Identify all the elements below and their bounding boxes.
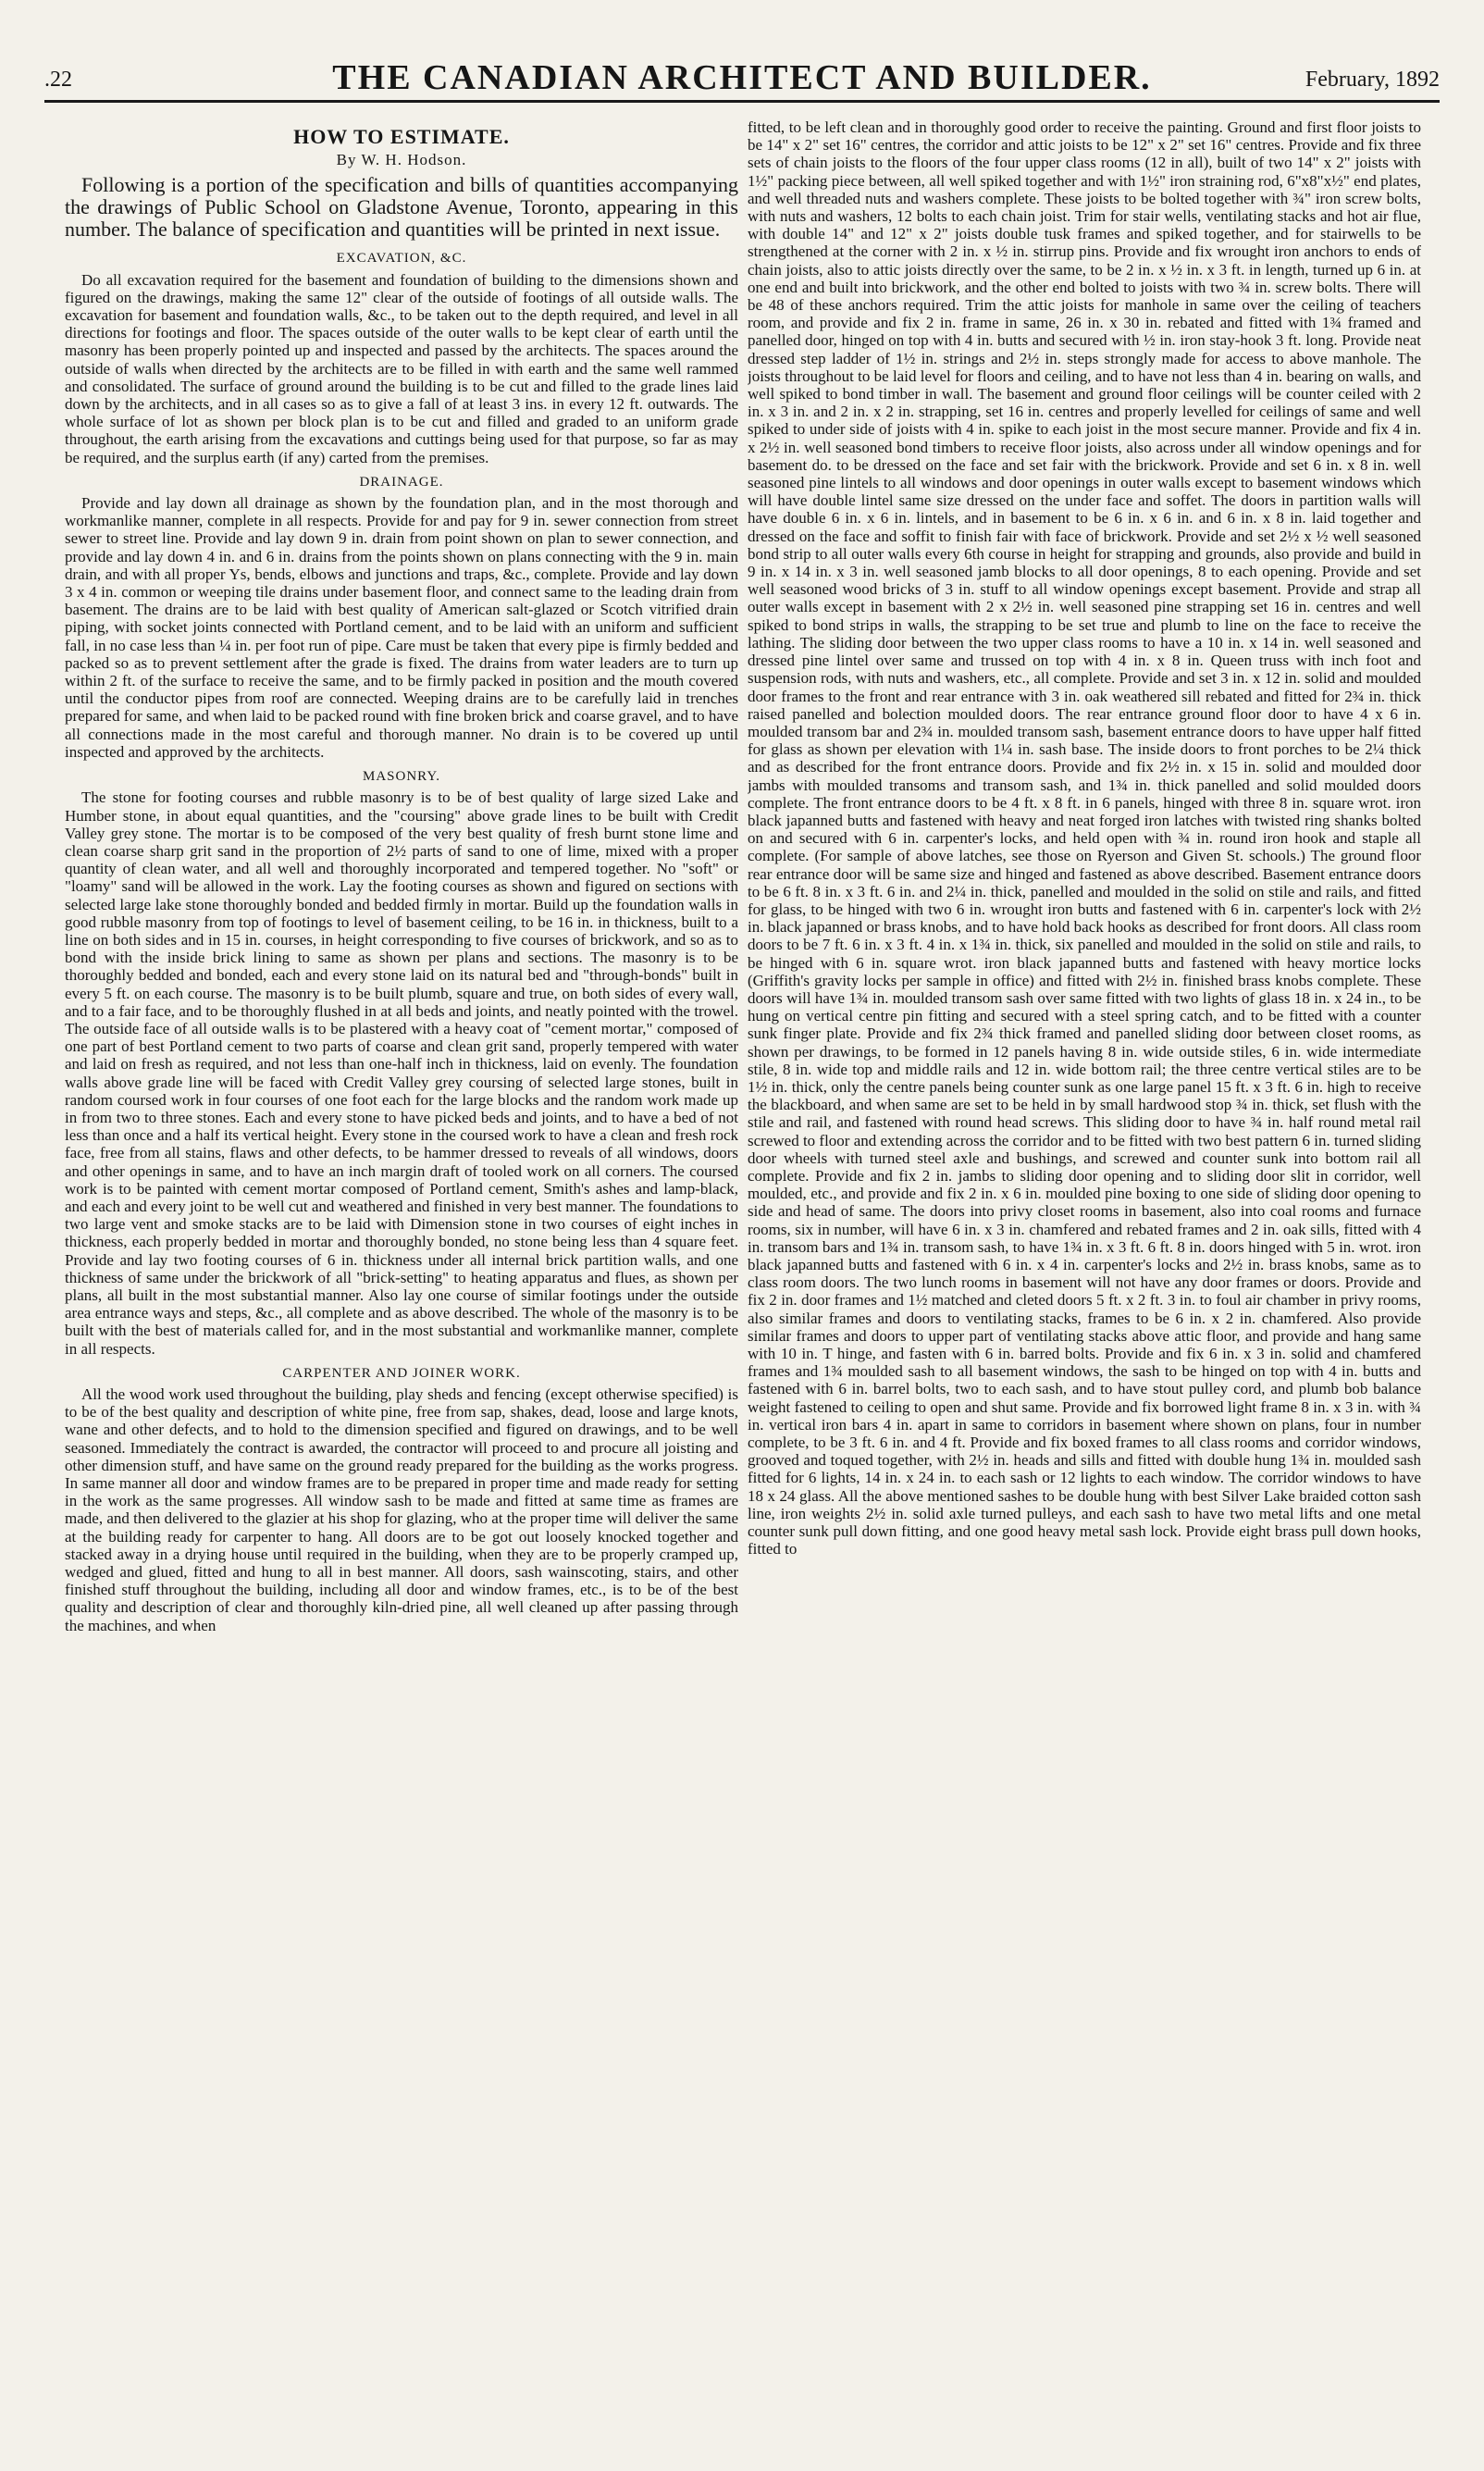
section-body-carpenter: All the wood work used throughout the building, play sheds and fencing (except otherwise specified) is to be of the best quality and description of white pine, free from sap, shakes, dead, loose and large knots, wane and other defects, and to hold to the dimension specified and figured on drawings, and to be well seasoned. Immediately the contract is awarded, the contractor will proceed to and procure all joisting and other dimension stuff, and have same on the ground ready prepared for the building as the works progress. In same manner all door and window frames are to be prepared in proper time and made ready for setting in the work as the same progresses. All window sash to be made and fitted at same time as frames are made, and then delivered to the glazier at his shop for glazing, who at the proper time will deliver the same at the building ready for carpenter to hang. All doors are to be got out loosely knocked together and stacked away in a drying house until required in the building, when they are to be properly cramped up, wedged and glued, fitted and hung to all in best manner. All doors, sash wainscoting, stairs, and other finished stuff throughout the building, including all door and window frames, etc., is to be of the best quality and description of clear and thoroughly kiln-dried pine, all well cleaned up after passing through the machines, and when (65, 1385, 738, 1634)
journal-title: THE CANADIAN ARCHITECT AND BUILDER. (332, 58, 1152, 97)
article-title: HOW TO ESTIMATE. (293, 125, 510, 148)
issue-date: February, 1892 (1305, 68, 1440, 92)
section-body-excavation: Do all excavation required for the basement and foundation of building to the dimensions shown and figured on the drawings, making the same 12" clear of the outside of footings of all outside walls. The excavation for basement and foundation walls, &c., to be taken out to the depth required, and level in all directions for footings and floor. The spaces outside of the outer walls to be kept clear of earth until the masonry has been properly pointed up and inspected and passed by the architects. The spaces around the outside of walls when directed by the architects are to be filled in with earth and the same well rammed and consolidated. The surface of ground around the building is to be cut and filled to the grade lines laid down by the architects, and in all cases so as to give a fall of at least 3 ins. in every 12 ft. outwards. The whole surface of lot as shown per block plan is to be cut and filled and graded to an uniform grade throughout, the earth arising from the excavations and cuttings being used for that purpose, so far as may be required, and the surplus earth (if any) carted from the premises. (65, 270, 738, 466)
article-intro: Following is a portion of the specification and bills of quantities accompanying the drawings of Public School on Gladstone Avenue, Toronto, appearing in this number. The balance of specification and quantities will be printed in next issue. (65, 173, 738, 242)
page-number: .22 (44, 68, 72, 92)
section-heading-excavation: EXCAVATION, &C. (336, 251, 467, 267)
section-heading-carpenter: CARPENTER AND JOINER WORK. (282, 1365, 521, 1381)
running-head (44, 52, 1440, 103)
left-column (65, 118, 738, 2441)
section-body-carpenter-continued: fitted, to be left clean and in thoroughly good order to receive the painting. Ground and first floor joists to be 14" x 2" set 16" centres, the corridor and attic joists to be 12" x 2" set 16" centres. Provide and fix three sets of chain joists to the floors of the four upper class rooms (12 in all), built of two 14" x 2" joists with 1½" packing piece between, all well spiked together and with 1½" iron straining rod, 6"x8"x½" end plates, and well threaded nuts and washers complete. These joists to be bolted together with ¾" iron screw bolts, with nuts and washers, 12 bolts to each chain joist. Trim for stair wells, ventilating stacks and hot air flue, with double 14" and 12" x 2" joists double tusk frames and spiked together, and for stairwells to be strengthened at the corner with 2 in. x ½ in. stirrup pins. Provide and fix wrought iron anchors to ends of chain joists, also to attic joists directly over the same, to be 2 in. x ½ in. x 3 ft. in length, turned up 6 in. at one end and built into brickwork, and the other end bolted to joists with two ¾ in. screw bolts. There will be 48 of these anchors required. Trim the attic joists for manhole in same over the ceiling of teachers room, and provide and fix 2 in. frame in same, 26 in. x 30 in. rebated and fitted with 1¾ framed and panelled door, hinged on top with 4 in. butts and secured with ½ in. iron stay-hook 3 ft. long. Provide neat dressed step ladder of 1½ in. strings and 2½ in. steps strongly made for access to above manhole. The joists throughout to be laid level for floors and ceiling, and to have not less than 4 in. bearing on walls, and well spiked to bond timber in wall. The basement and ground floor ceilings will be counter ceiled with 2 in. x 3 in. and 2 in. x 2 in. strapping, set 16 in. centres and properly levelled for ceilings of same and well spiked to under side of joists with 4 in. spike to each joist in the most secure manner. Provide and fix 4 in. x 2½ in. well seasoned bond timbers to receive floor joists, also across under all window openings and for basement do. to be dressed on the face and set fair with the brickwork. Provide and set 6 in. x 8 in. well seasoned pine lintels to all windows and door openings in outer walls except to basement windows which will have double lintel same size dressed on the under face and soffet. The doors in partition walls will have double 6 in. x 6 in. lintels, and in basement to be 6 in. x 6 in. and 6 in. x 8 in. laid together and dressed on the face and soffit to finish fair with face of brickwork. Provide and set 2½ x ½ well seasoned bond strip to all outer walls every 6th course in height for strapping and grounds, also provide and build in 9 in. x 14 in. x 3 in. well seasoned jamb blocks to all door openings, 8 to each opening. Provide and set well seasoned wood bricks of 3 in. stuff to all window openings except basement. Provide and strap all outer walls except in basement with 2 x 2½ in. well seasoned pine strapping set 16 in. centres and well spiked to bond strips in walls, the strapping to be set true and plumb to line on the face to receive the lathing. The sliding door between the two upper class rooms to have a 10 in. x 14 in. well seasoned and dressed pine lintel over same and trussed on top with 4 in. x 8 in. Queen truss with inch foot and suspension rods, with nuts and washers, etc., all complete. Provide and set 3 in. x 12 in. solid and moulded door frames to the front and rear entrance with 3 in. oak weathered sill rebated and fitted for 2¾ in. thick raised panelled and bolection moulded doors. The rear entrance ground floor door to have 4 x 6 in. moulded transom bar and 2¾ in. moulded transom sash, basement entrance doors to have upper half fitted for glass as shown per elevation with 1¼ in. sash base. The inside doors to front porches to be 2¼ thick and as described for the front entrance doors. Provide and fix 2½ in. x 15 in. solid and moulded door jambs with moulded transoms and transom sash, and 1¾ in. thick panelled and solid moulded doors complete. The front entrance doors to be 4 ft. x 8 ft. in 6 panels, hinged with three 8 in. square wrot. iron black japanned butts and fastened with heavy and neat forged iron latches with twisted ring shanks bolted on and secured with 6 in. carpenter's locks, and held open with ¾ in. round iron hook and staple all complete. (For sample of above latches, see those on Ryerson and Given St. schools.) The ground floor rear entrance door will be same size and hinged and fastened as above described. Basement entrance doors to be 6 ft. 8 in. x 3 ft. 6 in. and 2¼ in. thick, panelled and moulded in the solid on stile and rails, and fitted for glass, to be hinged with two 6 in. wrought iron butts and fastened with 6 in. carpenter's lock with 2½ in. black japanned or brass knobs, and to have hold back hooks as described for front doors. All class room doors to be 7 ft. 6 in. x 3 ft. 4 in. x 1¾ in. thick, six panelled and moulded in the solid on stile and rails, to be hinged with 6 in. square wrot. iron black japanned butts and fastened with heavy mortice locks (Griffith's gravity locks per sample in office) and fitted with 2½ in. finished brass knobs complete. These doors will have 1¾ in. moulded transom sash over same fitted with two lights of glass 18 in. x 24 in., to be hung on vertical centre pin fitting and secured with a steel spring catch, and to be fitted with a counter sunk finger plate. Provide and fix 2¾ thick framed and panelled sliding door between closet rooms, as shown per drawings, to be formed in 12 panels having 8 in. wide outside stiles, 6 in. wide intermediate stile, 8 in. wide top and middle rails and 12 in. wide bottom rail; the three centre vertical stiles are to be 1½ in. thick, only the centre panels being counter sunk as one large panel 15 ft. x 3 ft. 6 in. high to receive the blackboard, and when same are set to be held in by small hardwood stop ¾ in. thick, set flush with the stile and rail, and fastened with round head screws. This sliding door to have ¾ in. half round metal rail screwed to floor and extending across the corridor and to be fitted with two best pattern 6 in. turned sliding door wheels with turned steel axle and bushings, and screwed and counter sunk into bottom rail all complete. Provide and fix 2 in. jambs to sliding door opening and to sliding door slit in corridor, well moulded, etc., and provide and fix 2 in. x 6 in. moulded pine boxing to one side of sliding door opening to side and head of same. The doors into privy closet rooms in basement, also into coal rooms and furnace rooms, six in number, will have 6 in. x 3 in. chamfered and rebated frames and 2 in. oak sills, fitted with 4 in. transom bars and 1¾ in. transom sash, to have 1¾ in. x 3 ft. 6 ft. 8 in. doors hinged with 5 in. wrot. iron black japanned butts and fastened with 6 in. x 4 in. carpenter's locks and 2½ in. brass knobs, same as to class room doors. The two lunch rooms in basement will not have any door frames or doors. Provide and fix 2 in. door frames and 1½ matched and cleted doors 5 ft. x 2 ft. 3 in. to foul air chamber in privy rooms, also similar frames and doors to ventilating stacks, frames to be 6 in. x 2 in. chamfered. Also provide similar frames and doors to upper part of ventilating stacks above attic floor, and provide and hang same with 10 in. T hinge, and fasten with 6 in. barred bolts. Provide and fix 6 in. x 3 in. solid and chamfered frames and 1¾ moulded sash to all basement windows, the sash to be hinged on top with 4 in. butts and fastened with 6 in. barrel bolts, two to each sash, and to have stout pulley cord, and plumb bob balance weight fastened to ceiling to open and shut same. Provide and fix borrowed light frame 8 in. x 3 in. with ¾ in. vertical iron bars 4 in. apart in same to corridors in basement where shown on plans, four in number complete, to be 3 ft. 6 in. and 4 ft. Provide and fix boxed frames to all class rooms and corridor windows, grooved and toqued together, with 2½ in. heads and sills and fitted with double hung 1¾ in. moulded sash fitted for 6 lights, 14 in. x 24 in. to each sash or 12 lights to each window. The corridor windows to have 18 x 24 glass. All the above mentioned sashes to be double hung with best Silver Lake braided cotton sash line, iron weights 2½ in. solid axle turned pulleys, and each sash to have two metal lifts and one metal counter sunk pull down fitting, and one good heavy metal sash lock. Provide eight brass pull down hooks, fitted to (748, 118, 1421, 1558)
right-column (748, 118, 1421, 2441)
section-body-masonry: The stone for footing courses and rubble masonry is to be of best quality of large sized Lake and Humber stone, in about equal quantities, and the "coursing" above grade lines to be built with Credit Valley grey stone. The mortar is to be composed of the very best quality of fresh burnt stone lime and clean coarse sharp grit sand in the proportion of 2½ parts of sand to one of lime, mixed with a proper quantity of clean water, and all well and thoroughly incorporated and tempered together. No "soft" or "loamy" sand will be allowed in the work. Lay the footing courses as shown and figured on sections with selected large lake stone thoroughly bonded and bedded firmly in mortar. Build up the foundation walls in good rubble masonry from top of footings to level of basement ceiling, to be 16 in. in thickness, built to a line on both sides and in 15 in. courses, in height corresponding to five courses of brickwork, and so as to bond with the inside brick lining to same as shown per plans and sections. The masonry is to be thoroughly bedded and bonded, each and every stone laid on its natural bed and "through-bonds" built in every 5 ft. on each course. The masonry is to be built plumb, square and true, on both sides of every wall, and to a fair face, and to be thoroughly flushed in at all beds and joints, and neatly pointed with the trowel. The outside face of all outside walls is to be plastered with a heavy coat of "cement mortar," composed of one part of best Portland cement to two parts of coarse and clean grit sand, properly tempered with water and laid on fresh as required, and not less than one-half inch in thickness, laid on evenly. The foundation walls above grade line will be faced with Credit Valley grey coursing of selected large stones, built in random coursed work in four courses of one foot each for the large blocks and the random work made up in from two to three stones. Each and every stone to have picked beds and joints, and to have a bed of not less than once and a half its vertical height. Every stone in the coursed work to have a clean and fresh rock face, free from all stains, flaws and other defects, to be hammer dressed to reveals of all windows, doors and other openings in same, and to have an inch margin draft of tooled work on all corners. The coursed work is to be painted with cement mortar composed of Portland cement, Smith's ashes and lamp-black, and each and every joint to be well cut and weathered and finished in very best manner. The foundations to two large vent and smoke stacks are to be laid with Dimension stone in two courses of eight inches in thickness, each properly bedded in mortar and thoroughly bonded, no stone being less than 4 square feet. Provide and lay two footing courses of 6 in. thickness under all internal brick partition walls, and one thickness of same under the brickwork of all "brick-setting" to heating apparatus and flues, as shown per plans, all built in the most substantial manner. Also lay one course of similar footings under the outside area entrance ways and steps, &c., all complete and as above described. The whole of the masonry is to be built with the best of materials called for, and in the most substantial and workmanlike manner, complete in all respects. (65, 788, 738, 1358)
article-byline: By W. H. Hodson. (336, 151, 467, 169)
section-heading-masonry: MASONRY. (362, 769, 440, 785)
section-body-drainage: Provide and lay down all drainage as shown by the foundation plan, and in the most thorough and workmanlike manner, complete in all respects. Provide for and pay for 9 in. sewer connection from street sewer to street line. Provide and lay down 9 in. drain from point shown on plan to sewer connection, and provide and lay down 4 in. and 6 in. drains from the points shown on plans connecting with the 9 in. main drain, and with all proper Ys, bends, elbows and junctions and traps, &c., complete. Provide and lay down 3 x 4 in. common or weeping tile drains under basement floor, and connect same to the leading drain from basement. The drains are to be laid with best quality of American salt-glazed or Scotch vitrified drain piping, with socket joints connected with Portland cement, and to be laid with an uniform and sufficient fall, in no case less than ¼ in. per foot run of pipe. Care must be taken that every pipe is firmly bedded and packed so as to prevent settlement after the grade is fixed. The drains from water leaders are to turn up within 2 ft. of the surface to receive the same, and to be firmly packed in position and the mouth covered until the conductor pipes from roof are connected. Weeping drains are to be carefully laid in trenches prepared for same, and when laid to be packed round with fine broken brick and coarse gravel, and to have all connections made in the most careful and thorough manner. No drain is to be covered up until inspected and approved by the architects. (65, 494, 738, 761)
section-heading-drainage: DRAINAGE. (359, 474, 444, 490)
